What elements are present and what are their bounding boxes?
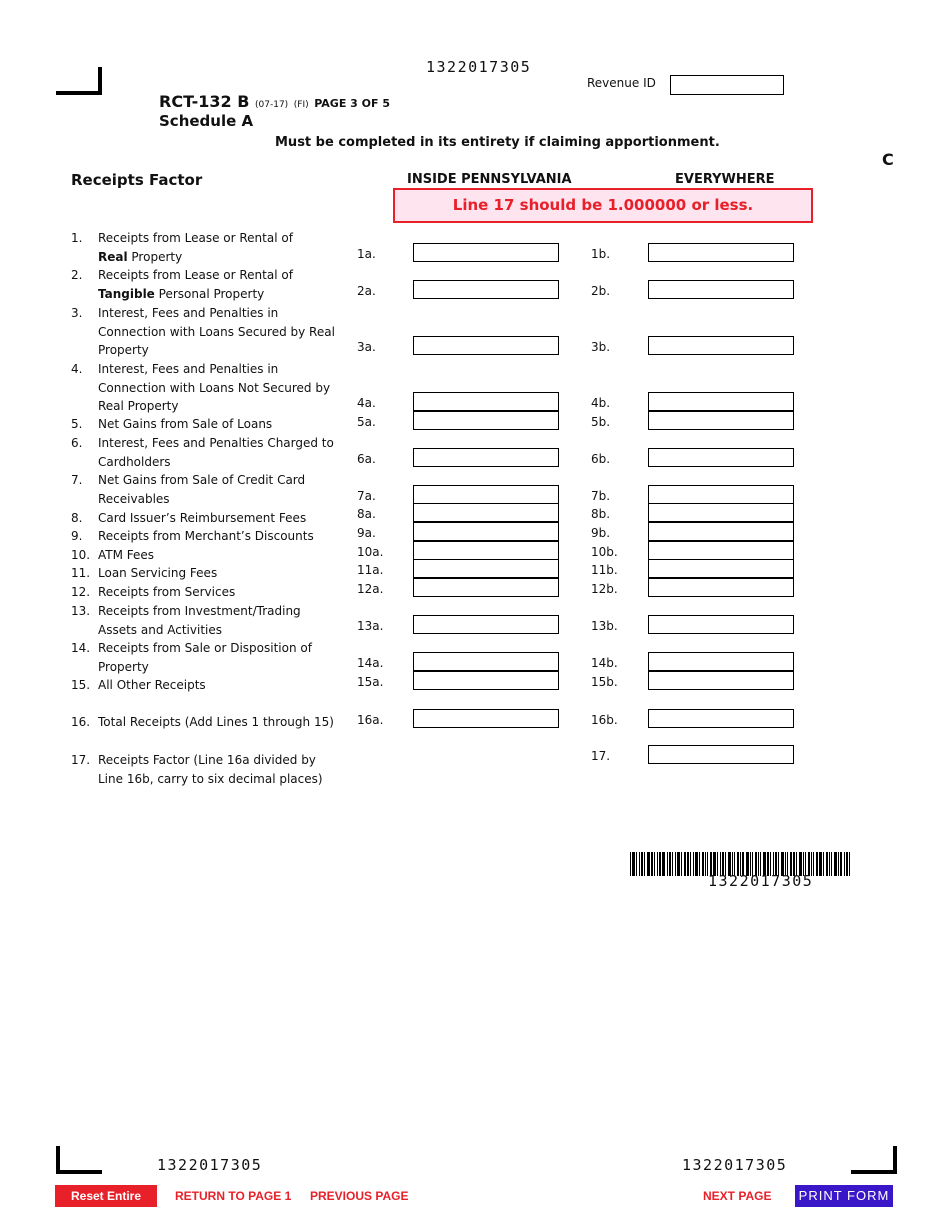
field-label-everywhere: 5b. bbox=[591, 415, 611, 429]
input-line-14a[interactable] bbox=[413, 652, 559, 671]
input-line-7a[interactable] bbox=[413, 485, 559, 504]
input-line-15b[interactable] bbox=[648, 671, 794, 690]
line-description-emphasis: Tangible bbox=[98, 286, 155, 301]
field-label-inside: 11a. bbox=[357, 563, 384, 577]
line-number: 10. bbox=[71, 548, 91, 562]
barcode-bar bbox=[667, 852, 668, 876]
field-label-everywhere: 8b. bbox=[591, 507, 611, 521]
barcode-bar bbox=[840, 852, 842, 876]
line-description-text: Receipts Factor (Line 16a divided by Line 16b, carry to six decimal places) bbox=[98, 753, 323, 786]
barcode-bar bbox=[693, 852, 694, 876]
line-number: 4. bbox=[71, 362, 83, 376]
form-type: (FI) bbox=[293, 100, 309, 110]
line-description-text: Receipts from Lease or Rental of bbox=[98, 268, 293, 282]
input-line-1a[interactable] bbox=[413, 243, 559, 262]
input-line-3a[interactable] bbox=[413, 336, 559, 355]
line-description-text: Total Receipts (Add Lines 1 through 15) bbox=[98, 715, 334, 729]
barcode-bar bbox=[659, 852, 661, 876]
barcode-bar bbox=[681, 852, 682, 876]
form-revision: (07-17) bbox=[255, 100, 289, 110]
barcode-bar bbox=[823, 852, 824, 876]
barcode-bar bbox=[639, 852, 640, 876]
input-line-9a[interactable] bbox=[413, 522, 559, 541]
barcode-bar bbox=[695, 852, 698, 876]
barcode-bar bbox=[677, 852, 680, 876]
field-label-inside: 15a. bbox=[357, 675, 384, 689]
input-line-11b[interactable] bbox=[648, 559, 794, 578]
field-label-everywhere: 13b. bbox=[591, 619, 618, 633]
line-description bbox=[98, 509, 338, 528]
input-line-2b[interactable] bbox=[648, 280, 794, 299]
line-description-emphasis: Real bbox=[98, 249, 128, 264]
previous-page-link[interactable]: PREVIOUS PAGE bbox=[310, 1189, 409, 1203]
field-label-everywhere: 6b. bbox=[591, 452, 611, 466]
field-label-everywhere: 3b. bbox=[591, 340, 611, 354]
line-description bbox=[98, 527, 338, 546]
print-form-button[interactable]: PRINT FORM bbox=[795, 1185, 893, 1207]
field-label-everywhere: 2b. bbox=[591, 284, 611, 298]
line-description-text: Receipts from Lease or Rental of bbox=[98, 231, 293, 245]
line-description-text: All Other Receipts bbox=[98, 678, 206, 692]
field-label-inside: 5a. bbox=[357, 415, 376, 429]
input-line-10a[interactable] bbox=[413, 541, 559, 560]
field-label-inside: 3a. bbox=[357, 340, 376, 354]
field-label-inside: 14a. bbox=[357, 656, 384, 670]
line-description-text: Interest, Fees and Penalties in Connection with Loans Secured by Real Property bbox=[98, 306, 335, 357]
line-description-suffix: Personal Property bbox=[154, 286, 265, 301]
field-label-inside: 16a. bbox=[357, 713, 384, 727]
line-description-text: Interest, Fees and Penalties Charged to Cardholders bbox=[98, 436, 334, 469]
barcode-bar bbox=[654, 852, 655, 876]
barcode-bar bbox=[690, 852, 691, 876]
reset-form-button[interactable]: Reset Entire Form bbox=[55, 1185, 157, 1207]
line-number: 16. bbox=[71, 715, 91, 729]
barcode-bar bbox=[657, 852, 658, 876]
input-line-15a[interactable] bbox=[413, 671, 559, 690]
field-label-everywhere: 4b. bbox=[591, 396, 611, 410]
scan-code-top: 1322017305 bbox=[426, 58, 532, 76]
line-description bbox=[98, 602, 338, 639]
input-line-17[interactable] bbox=[648, 745, 794, 764]
barcode-bar bbox=[669, 852, 671, 876]
line-number: 3. bbox=[71, 306, 83, 320]
line-number: 6. bbox=[71, 436, 83, 450]
input-line-8a[interactable] bbox=[413, 503, 559, 522]
line-description bbox=[98, 639, 338, 676]
input-line-10b[interactable] bbox=[648, 541, 794, 560]
input-line-11a[interactable] bbox=[413, 559, 559, 578]
column-header-everywhere: EVERYWHERE bbox=[675, 172, 775, 187]
line-number: 14. bbox=[71, 641, 91, 655]
barcode-bar bbox=[702, 852, 704, 876]
barcode-bar bbox=[829, 852, 830, 876]
input-line-6b[interactable] bbox=[648, 448, 794, 467]
form-number bbox=[159, 92, 390, 111]
scan-code-bottom-left: 1322017305 bbox=[157, 1156, 263, 1174]
line-description-suffix: Property bbox=[127, 249, 183, 264]
barcode-bar bbox=[699, 852, 700, 876]
line-description-text: Receipts from Merchant’s Discounts bbox=[98, 529, 314, 543]
field-label-inside: 7a. bbox=[357, 489, 376, 503]
input-line-2a[interactable] bbox=[413, 280, 559, 299]
barcode-bar bbox=[684, 852, 686, 876]
line-description bbox=[98, 229, 338, 266]
corner-letter: C bbox=[882, 150, 894, 169]
input-line-4b[interactable] bbox=[648, 392, 794, 411]
line-description-text: Net Gains from Sale of Loans bbox=[98, 417, 273, 431]
field-label-inside: 13a. bbox=[357, 619, 384, 633]
scan-code-bottom-right: 1322017305 bbox=[682, 1156, 788, 1174]
line-description-text: Receipts from Investment/Trading Assets and Activities bbox=[98, 604, 301, 637]
line-description bbox=[98, 676, 338, 695]
schedule-title: Schedule A bbox=[159, 112, 254, 130]
line-number: 17. bbox=[71, 753, 91, 767]
input-line-8b[interactable] bbox=[648, 503, 794, 522]
revenue-id-input[interactable] bbox=[670, 75, 784, 95]
input-line-13b[interactable] bbox=[648, 615, 794, 634]
line-description-text: Interest, Fees and Penalties in Connection with Loans Not Secured by Real Property bbox=[98, 362, 331, 413]
input-line-13a[interactable] bbox=[413, 615, 559, 634]
input-line-1b[interactable] bbox=[648, 243, 794, 262]
line-number: 13. bbox=[71, 604, 91, 618]
line-description bbox=[98, 471, 338, 508]
barcode-bar bbox=[687, 852, 689, 876]
field-label-everywhere: 1b. bbox=[591, 247, 611, 261]
line-description-text: Card Issuer’s Reimbursement Fees bbox=[98, 511, 307, 525]
line-number: 12. bbox=[71, 585, 91, 599]
field-label-everywhere: 7b. bbox=[591, 489, 611, 503]
barcode-bar bbox=[846, 852, 848, 876]
line-description-text: Loan Servicing Fees bbox=[98, 566, 218, 580]
barcode-bar bbox=[662, 852, 665, 876]
input-line-7b[interactable] bbox=[648, 485, 794, 504]
barcode-bar bbox=[849, 852, 850, 876]
field-label-inside: 2a. bbox=[357, 284, 376, 298]
input-line-9b[interactable] bbox=[648, 522, 794, 541]
line-description bbox=[98, 713, 338, 732]
return-to-page-1-link[interactable]: RETURN TO PAGE 1 bbox=[175, 1189, 292, 1203]
barcode-text: 1322017305 bbox=[708, 872, 814, 890]
line-number: 9. bbox=[71, 529, 83, 543]
line-description bbox=[98, 583, 338, 602]
line-number: 8. bbox=[71, 511, 83, 525]
input-line-14b[interactable] bbox=[648, 652, 794, 671]
input-line-12a[interactable] bbox=[413, 578, 559, 597]
field-label-everywhere: 16b. bbox=[591, 713, 618, 727]
input-line-3b[interactable] bbox=[648, 336, 794, 355]
registration-mark-bottom-left bbox=[56, 1146, 102, 1174]
barcode-bar bbox=[844, 852, 845, 876]
line-description bbox=[98, 415, 338, 434]
instruction-text: Must be completed in its entirety if claiming apportionment. bbox=[275, 135, 720, 150]
field-label-everywhere: 9b. bbox=[591, 526, 611, 540]
input-line-16b[interactable] bbox=[648, 709, 794, 728]
field-label-everywhere: 17. bbox=[591, 749, 611, 763]
column-header-inside: INSIDE PENNSYLVANIA bbox=[407, 172, 572, 187]
field-label-inside: 12a. bbox=[357, 582, 384, 596]
field-label-inside: 8a. bbox=[357, 507, 376, 521]
barcode-bar bbox=[819, 852, 822, 876]
input-line-16a[interactable] bbox=[413, 709, 559, 728]
field-label-everywhere: 15b. bbox=[591, 675, 618, 689]
input-line-5a[interactable] bbox=[413, 411, 559, 430]
field-label-everywhere: 11b. bbox=[591, 563, 618, 577]
line-description-text: Receipts from Sale or Disposition of Property bbox=[98, 641, 312, 674]
field-label-everywhere: 14b. bbox=[591, 656, 618, 670]
line-number: 1. bbox=[71, 231, 83, 245]
barcode-bar bbox=[838, 852, 839, 876]
input-line-12b[interactable] bbox=[648, 578, 794, 597]
field-label-inside: 1a. bbox=[357, 247, 376, 261]
line-description bbox=[98, 434, 338, 471]
field-label-everywhere: 12b. bbox=[591, 582, 618, 596]
barcode-bar bbox=[644, 852, 645, 876]
line-description bbox=[98, 360, 338, 416]
input-line-4a[interactable] bbox=[413, 392, 559, 411]
line-number: 7. bbox=[71, 473, 83, 487]
line-number: 15. bbox=[71, 678, 91, 692]
field-label-inside: 9a. bbox=[357, 526, 376, 540]
barcode-bar bbox=[831, 852, 832, 876]
barcode-bar bbox=[641, 852, 643, 876]
field-label-everywhere: 10b. bbox=[591, 545, 618, 559]
line-description bbox=[98, 546, 338, 565]
barcode-bar bbox=[632, 852, 635, 876]
line-description-text: ATM Fees bbox=[98, 548, 155, 562]
line-description bbox=[98, 304, 338, 360]
barcode-bar bbox=[834, 852, 837, 876]
validation-warning: Line 17 should be 1.000000 or less. bbox=[393, 188, 813, 223]
barcode-bar bbox=[672, 852, 673, 876]
line-description-text: Net Gains from Sale of Credit Card Receivables bbox=[98, 473, 306, 506]
barcode-bar bbox=[647, 852, 650, 876]
revenue-id-label: Revenue ID bbox=[587, 76, 656, 90]
registration-mark-top-left bbox=[56, 67, 102, 95]
line-description bbox=[98, 266, 338, 303]
barcode-bar bbox=[651, 852, 653, 876]
line-number: 2. bbox=[71, 268, 83, 282]
next-page-link[interactable]: NEXT PAGE bbox=[703, 1189, 772, 1203]
section-title: Receipts Factor bbox=[71, 171, 203, 189]
line-number: 11. bbox=[71, 566, 91, 580]
input-line-6a[interactable] bbox=[413, 448, 559, 467]
barcode-bar bbox=[826, 852, 828, 876]
input-line-5b[interactable] bbox=[648, 411, 794, 430]
field-label-inside: 4a. bbox=[357, 396, 376, 410]
barcode-bar bbox=[636, 852, 637, 876]
line-description bbox=[98, 751, 338, 788]
line-description bbox=[98, 564, 338, 583]
barcode-bar bbox=[705, 852, 706, 876]
field-label-inside: 10a. bbox=[357, 545, 384, 559]
barcode-bar bbox=[816, 852, 818, 876]
line-number: 5. bbox=[71, 417, 83, 431]
barcode-bar bbox=[675, 852, 676, 876]
field-label-inside: 6a. bbox=[357, 452, 376, 466]
registration-mark-bottom-right bbox=[851, 1146, 897, 1174]
page-info: PAGE 3 OF 5 bbox=[314, 97, 390, 110]
line-description-text: Receipts from Services bbox=[98, 585, 236, 599]
barcode-bar bbox=[630, 852, 631, 876]
form-number-text: RCT-132 B bbox=[159, 92, 250, 111]
